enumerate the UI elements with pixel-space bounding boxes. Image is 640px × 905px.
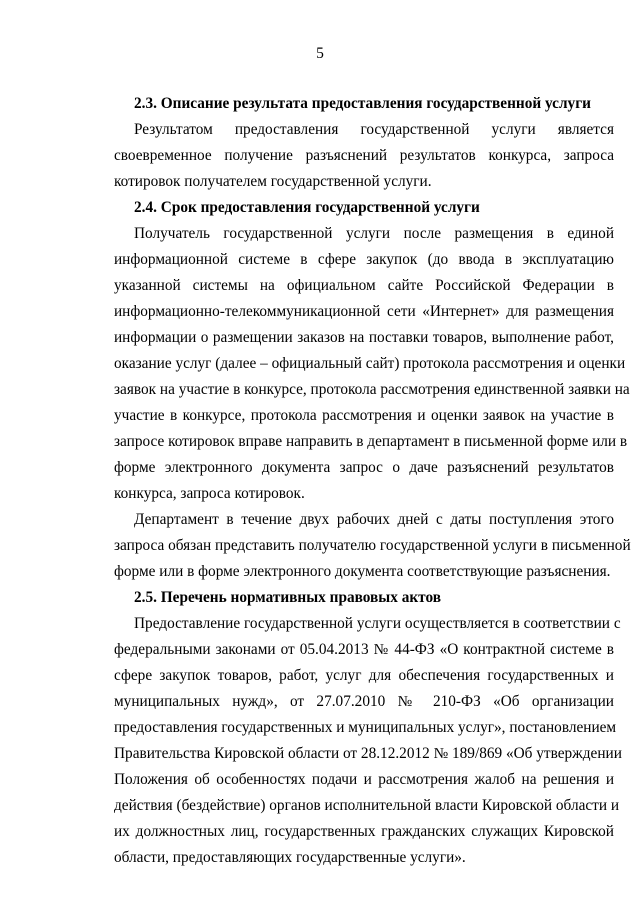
text-line: Предоставление государственной услуги осуществляется в соответствии с	[134, 615, 621, 632]
text-line: запросе котировок вправе направить в департамент в письменной форме или в	[114, 433, 628, 450]
text-line: Получатель государственной услуги после размещения в единой	[134, 225, 614, 242]
text-line: информационно-телекоммуникационной сети «Интернет» для размещения	[114, 303, 614, 320]
text-line: указанной системы на официальном сайте Российской Федерации в	[114, 277, 614, 294]
text-line: информационной системе в сфере закупок (до ввода в эксплуатацию	[114, 251, 614, 268]
text-line: сфере закупок товаров, работ, услуг для обеспечения государственных и	[114, 667, 614, 684]
document-body	[114, 91, 631, 871]
section-2-4-paragraph-2	[114, 507, 631, 585]
text-line: их должностных лиц, государственных гражданских служащих Кировской	[114, 823, 614, 840]
text-line: конкурса, запроса котировок.	[114, 485, 305, 502]
text-line: форме или в форме электронного документа соответствующие разъяснения.	[114, 563, 611, 580]
text-line: Результатом предоставления государственной услуги является	[134, 121, 614, 138]
section-2-4-paragraph-1	[114, 221, 630, 507]
text-line: участие в конкурсе, протокола рассмотрения и оценки заявок на участие в	[114, 407, 614, 424]
text-line: оказание услуг (далее – официальный сайт) протокола рассмотрения и оценки	[114, 355, 626, 372]
section-heading-2-5: 2.5. Перечень нормативных правовых актов	[134, 589, 442, 606]
text-line: области, предоставляющих государственные услуги».	[114, 849, 466, 866]
text-line: Департамент в течение двух рабочих дней с даты поступления этого	[134, 511, 614, 528]
section-2-3-paragraph	[114, 117, 614, 195]
text-line: запроса обязан представить получателю государственной услуги в письменной	[114, 537, 631, 554]
page-number: 5	[316, 45, 324, 62]
text-line: действия (бездействие) органов исполнительной власти Кировской области и	[114, 797, 620, 814]
section-heading-2-3: 2.3. Описание результата предоставления государственной услуги	[134, 95, 591, 112]
section-2-5-paragraph	[114, 611, 622, 871]
text-line: муниципальных нужд», от 27.07.2010 № 210-ФЗ «Об организации	[114, 693, 614, 710]
text-line: информации о размещении заказов на поставки товаров, выполнение работ,	[114, 329, 614, 346]
text-line: предоставления государственных и муниципальных услуг», постановлением	[114, 719, 617, 736]
text-line: Правительства Кировской области от 28.12.2012 № 189/869 «Об утверждении	[114, 745, 622, 762]
text-line: федеральными законами от 05.04.2013 № 44-ФЗ «О контрактной системе в	[114, 641, 614, 658]
text-line: заявок на участие в конкурсе, протокола рассмотрения единственной заявки на	[114, 381, 630, 398]
text-line: своевременное получение разъяснений результатов конкурса, запроса	[114, 147, 614, 164]
text-line: форме электронного документа запрос о даче разъяснений результатов	[114, 459, 614, 476]
text-line: котировок получателем государственной услуги.	[114, 173, 432, 190]
section-heading-2-4: 2.4. Срок предоставления государственной услуги	[134, 199, 480, 216]
text-line: Положения об особенностях подачи и рассмотрения жалоб на решения и	[114, 771, 614, 788]
